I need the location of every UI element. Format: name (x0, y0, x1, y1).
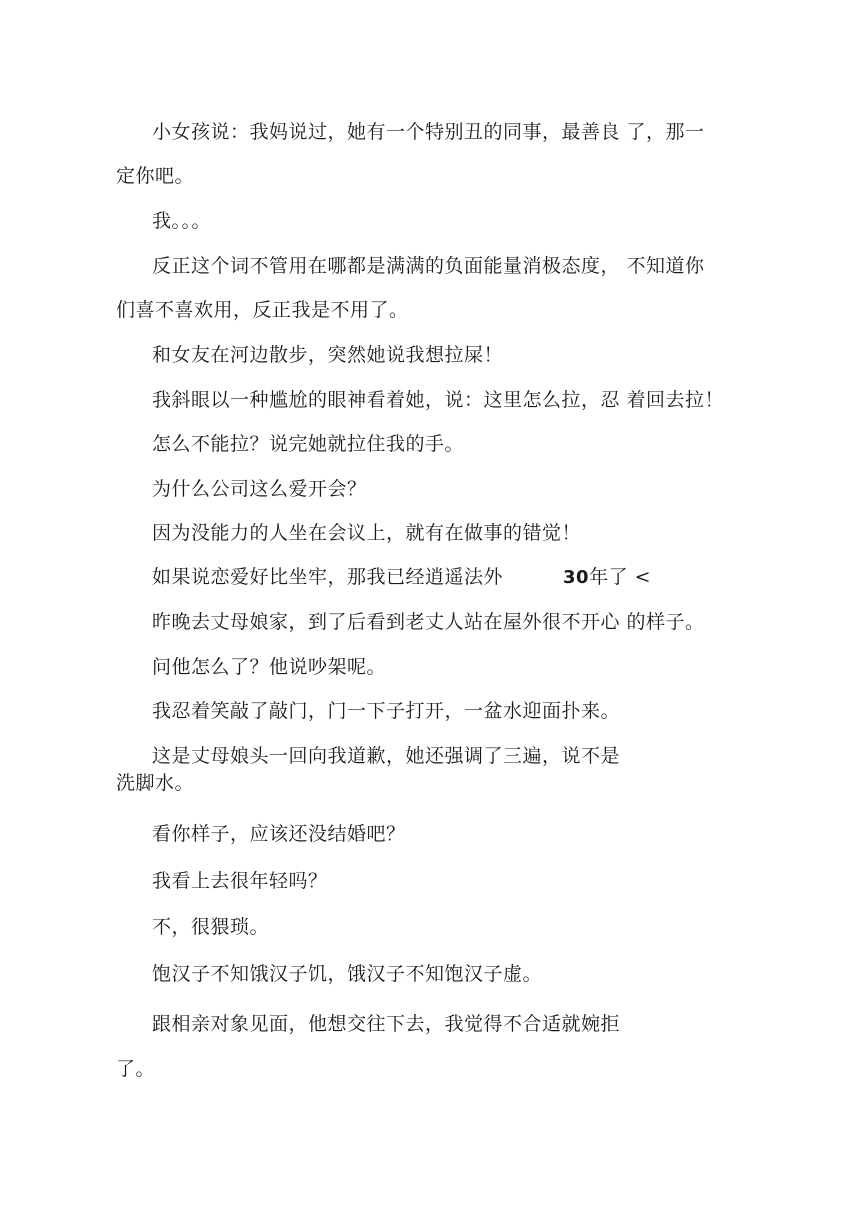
paragraph-9-tail: 年了 < (589, 566, 652, 588)
paragraph-11: 问他怎么了？他说吵架呢。 (152, 656, 387, 678)
paragraph-13-line-1: 这是丈母娘头一回向我道歉，她还强调了三遍，说不是 (152, 745, 621, 767)
paragraph-3-line-1: 反正这个词不管用在哪都是满满的负面能量消极态度， 不知道你 (152, 255, 705, 277)
paragraph-3-line-2: 们喜不喜欢用，反正我是不用了。 (116, 299, 409, 321)
paragraph-7: 为什么公司这么爱开会？ (152, 478, 367, 500)
paragraph-8: 因为没能力的人坐在会议上，就有在做事的错觉！ (152, 522, 582, 544)
paragraph-13-line-2: 洗脚水。 (116, 772, 195, 794)
paragraph-5: 我斜眼以一种尴尬的眼神看着她，说：这里怎么拉，忍 着回去拉！ (152, 389, 725, 411)
paragraph-6: 怎么不能拉？说完她就拉住我的手。 (152, 433, 465, 455)
paragraph-12: 我忍着笑敲了敲门，门一下子打开，一盆水迎面扑来。 (152, 700, 621, 722)
paragraph-14: 看你样子，应该还没结婚吧？ (152, 823, 406, 845)
paragraph-1-line-2: 定你吧。 (116, 165, 195, 187)
paragraph-9-text: 如果说恋爱好比坐牢，那我已经逍遥法外 (152, 566, 504, 588)
paragraph-4: 和女友在河边散步，突然她说我想拉屎！ (152, 344, 504, 366)
paragraph-16: 不，很猥琐。 (152, 916, 270, 938)
paragraph-17: 饱汉子不知饿汉子饥，饿汉子不知饱汉子虚。 (152, 963, 543, 985)
paragraph-10: 昨晚去丈母娘家，到了后看到老丈人站在屋外很不开心 的样子。 (152, 611, 705, 633)
paragraph-2: 我。。。 (152, 210, 212, 232)
paragraph-18-line-1: 跟相亲对象见面，他想交往下去，我觉得不合适就婉拒 (152, 1013, 621, 1035)
paragraph-9 (152, 565, 651, 590)
paragraph-9-number: 30 (563, 567, 590, 588)
paragraph-15: 我看上去很年轻吗？ (152, 870, 328, 892)
paragraph-18-line-2: 了。 (116, 1058, 156, 1080)
paragraph-1-line-1: 小女孩说：我妈说过，她有一个特别丑的同事，最善良 了，那一 (152, 121, 705, 143)
